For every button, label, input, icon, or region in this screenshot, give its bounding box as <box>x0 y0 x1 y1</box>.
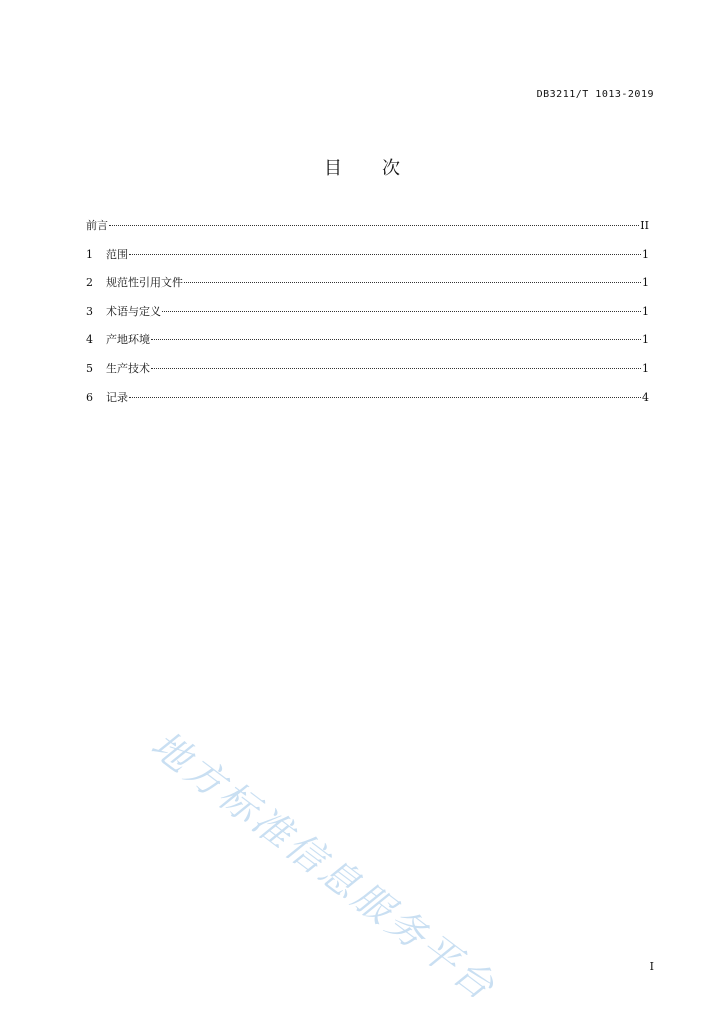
toc-entry-page: 1 <box>642 304 649 318</box>
toc-entry-number: 3 <box>86 304 93 318</box>
toc-entry-label: 记录 <box>106 390 128 404</box>
document-code: DB3211/T 1013-2019 <box>536 89 654 100</box>
page-number: I <box>649 960 654 973</box>
dot-leader <box>151 339 641 340</box>
toc-entry-page: II <box>640 219 649 232</box>
toc-entry-label: 生产技术 <box>106 361 150 375</box>
toc-entry-number: 6 <box>86 390 93 404</box>
toc-entry-label: 术语与定义 <box>106 304 161 318</box>
toc-entry-page: 1 <box>642 333 649 347</box>
toc-title-part2: 次 <box>382 158 400 179</box>
dot-leader <box>151 368 641 369</box>
toc-entry-page: 1 <box>642 247 649 261</box>
toc-title-part1: 目 <box>324 158 342 179</box>
table-of-contents <box>86 218 649 418</box>
toc-entry-production-environment[interactable] <box>86 332 649 361</box>
toc-entry-label: 规范性引用文件 <box>106 276 183 290</box>
toc-entry-foreword[interactable] <box>86 218 649 247</box>
toc-entry-page: 4 <box>642 390 649 404</box>
dot-leader <box>129 397 641 398</box>
toc-entry-label: 范围 <box>106 247 128 261</box>
dot-leader <box>109 225 639 226</box>
toc-title <box>0 154 724 180</box>
toc-entry-normative-references[interactable] <box>86 275 649 304</box>
toc-entry-number: 5 <box>86 361 93 375</box>
watermark: 地方标准信息服务平台 <box>143 722 506 1011</box>
toc-entry-number: 4 <box>86 333 93 347</box>
dot-leader <box>184 282 641 283</box>
toc-entry-terms-definitions[interactable] <box>86 304 649 333</box>
dot-leader <box>129 254 641 255</box>
toc-entry-label: 产地环境 <box>106 333 150 347</box>
toc-entry-production-technology[interactable] <box>86 361 649 390</box>
toc-entry-scope[interactable] <box>86 247 649 276</box>
toc-entry-label: 前言 <box>86 219 108 232</box>
toc-entry-number: 2 <box>86 276 93 290</box>
toc-entry-page: 1 <box>642 361 649 375</box>
toc-entry-number: 1 <box>86 247 93 261</box>
toc-entry-page: 1 <box>642 276 649 290</box>
toc-entry-records[interactable] <box>86 390 649 419</box>
dot-leader <box>162 311 641 312</box>
